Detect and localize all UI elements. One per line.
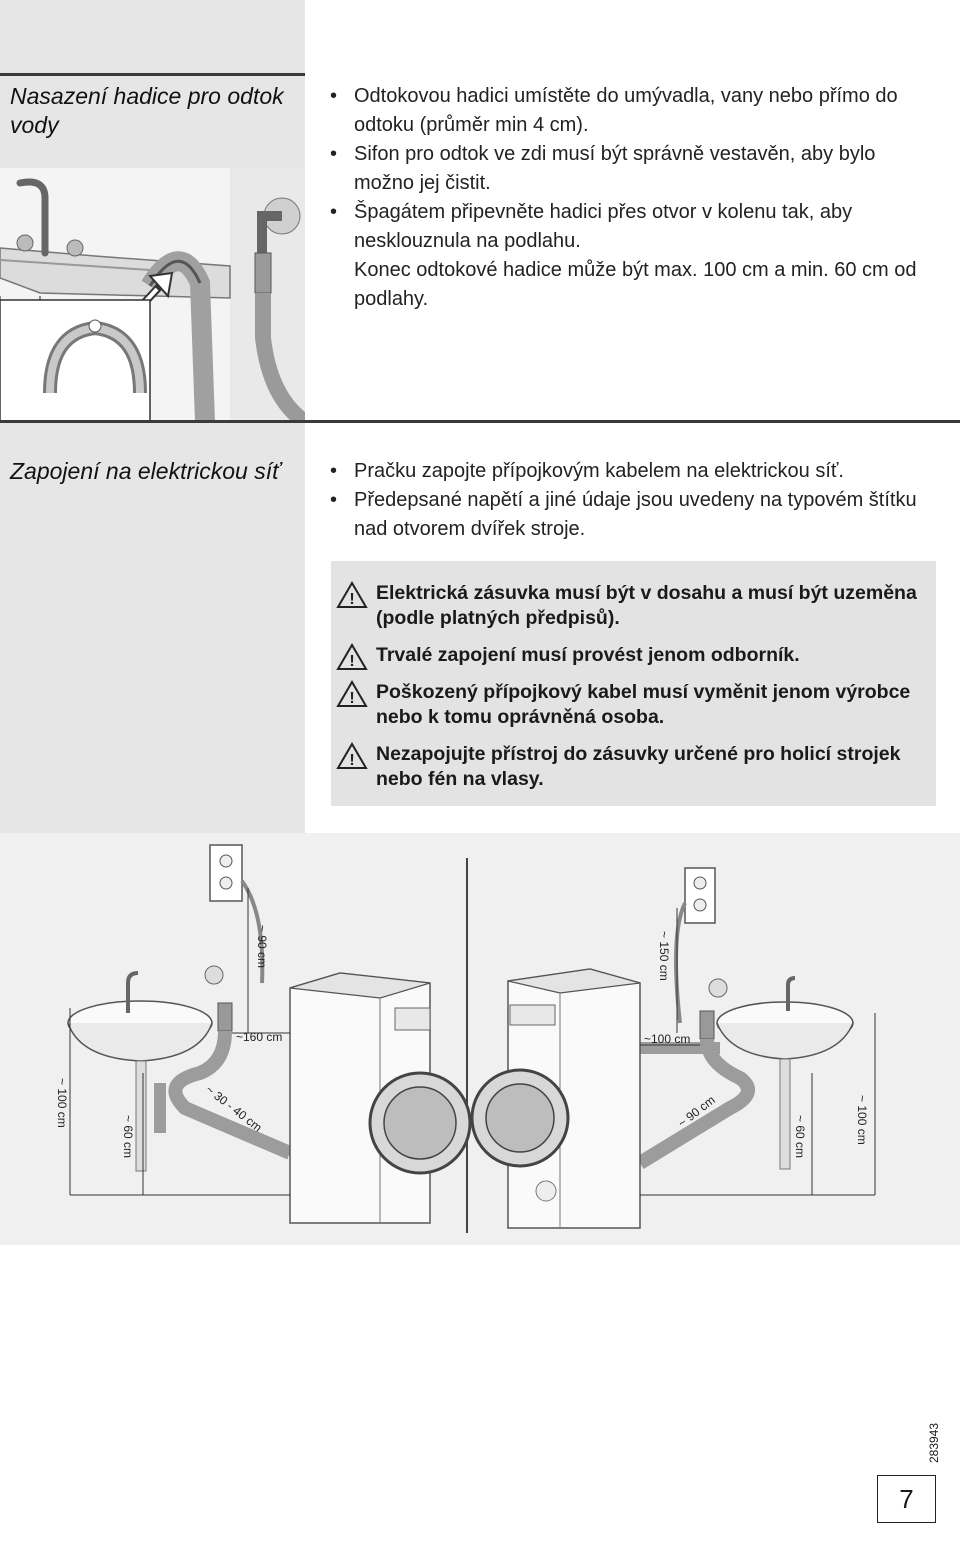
- list-item: • Odtokovou hadici umístěte do umývadla, vany nebo přímo do odtoku (průměr min 4 cm).: [330, 82, 930, 140]
- warning-triangle-icon: [336, 643, 368, 671]
- list-item: • Pračku zapojte přípojkovým kabelem na elektrickou síť.: [330, 457, 930, 486]
- dim-label: ~ 100 cm: [55, 1078, 69, 1128]
- warning-box: [331, 561, 936, 806]
- power-instructions: [330, 457, 930, 544]
- dim-label: ~ 60 cm: [793, 1115, 807, 1159]
- list-item: • Předepsané napětí a jiné údaje jsou uvedeny na typovém štítku nad otvorem dvířek stroje.: [330, 486, 930, 544]
- list-item: • Sifon pro odtok ve zdi musí být správně vestavěn, aby bylo možno jej čistit.: [330, 140, 930, 198]
- section-title-power: Zapojení na elektrickou síť: [10, 458, 281, 484]
- warning-item: ! Elektrická zásuvka musí být v dosahu a musí být uzeměna (podle platných předpisů).: [376, 581, 921, 631]
- dim-label: ~ 90 cm: [255, 925, 269, 969]
- dim-label: ~ 60 cm: [121, 1115, 135, 1159]
- svg-text:!: !: [349, 653, 355, 670]
- page-number: 7: [877, 1475, 936, 1523]
- warning-item: ! Trvalé zapojení musí provést jenom odborník.: [376, 643, 921, 668]
- drain-instructions: [330, 82, 930, 314]
- dim-label: ~100 cm: [644, 1032, 691, 1046]
- warning-item: ! Nezapojujte přístroj do zásuvky určené pro holicí strojek nebo fén na vlasy.: [376, 742, 921, 792]
- dim-label: ~ 90 cm: [675, 1092, 718, 1131]
- svg-text:!: !: [349, 591, 355, 608]
- svg-text:!: !: [349, 752, 355, 769]
- dim-label: ~ 30 - 40 cm: [203, 1082, 265, 1135]
- dim-label: ~ 150 cm: [657, 931, 671, 981]
- list-item: Konec odtokové hadice může být max. 100 cm a min. 60 cm od podlahy.: [354, 259, 917, 310]
- section-rule: [0, 420, 960, 423]
- drain-hose-illustration: [0, 168, 305, 422]
- document-number: 283943: [927, 1422, 941, 1464]
- svg-text:!: !: [349, 690, 355, 707]
- warning-item: ! Poškozený přípojkový kabel musí vyměnit jenom výrobce nebo k tomu oprávněná osoba.: [376, 680, 921, 730]
- dim-label: ~ 100 cm: [855, 1095, 869, 1145]
- warning-triangle-icon: [336, 742, 368, 770]
- section-title-drain: Nasazení hadice pro odtok vody: [10, 83, 284, 138]
- dim-label: ~160 cm: [236, 1030, 283, 1044]
- list-item: • Špagátem připevněte hadici přes otvor v kolenu tak, aby nesklouznula na podlahu.: [330, 198, 930, 256]
- warning-triangle-icon: [336, 581, 368, 609]
- warning-triangle-icon: [336, 680, 368, 708]
- installation-dimensions-figure: [0, 833, 960, 1245]
- section-rule: [0, 73, 305, 76]
